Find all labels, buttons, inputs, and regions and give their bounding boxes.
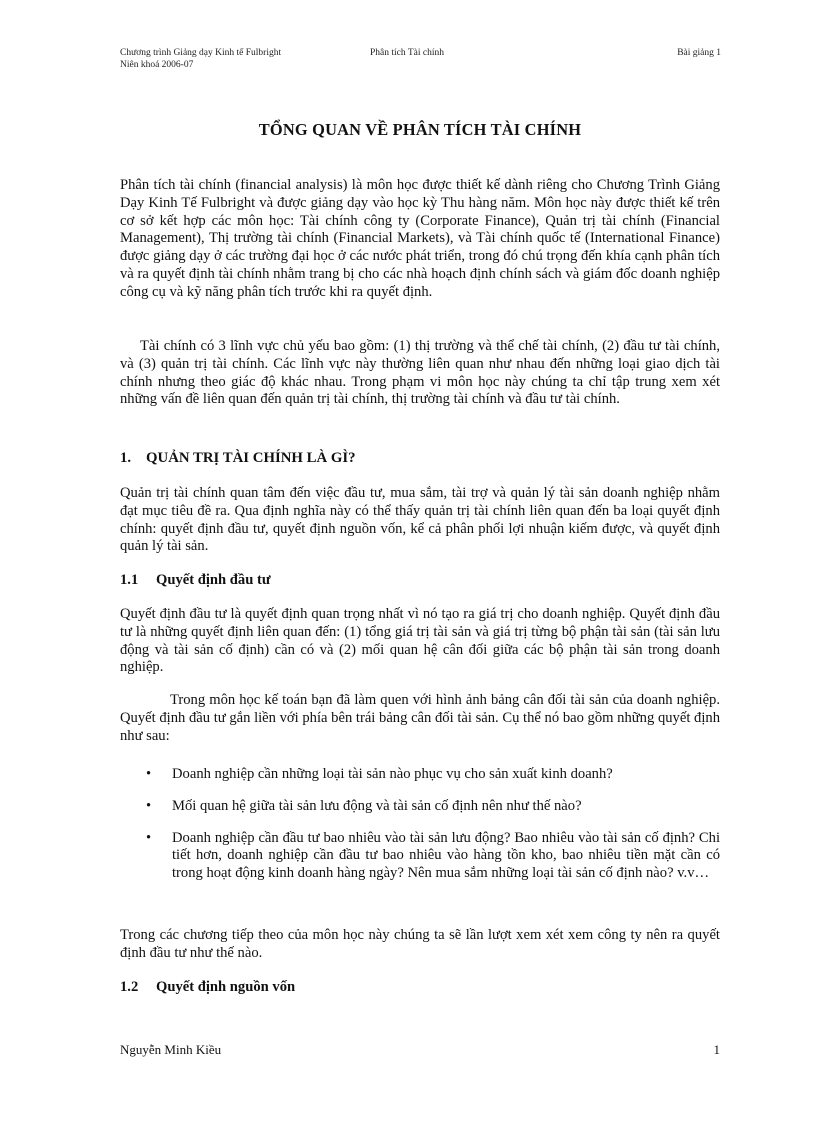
intro-paragraph-1: Phân tích tài chính (financial analysis) là môn học được thiết kế dành riêng cho Chương Trình Giảng Dạy Kinh Tế Fulbright và được giảng dạy vào học kỳ Thu hàng năm. Môn học này được thiết kế trên cơ sở kết hợp các môn học: Tài chính công ty (Corporate Finance), Quản trị tài chính (Financial Management), Thị trường tài chính (Financial Markets), và Tài chính quốc tế (International Finance) được giảng dạy ở các trường đại học ở các nước phát triển, trong đó chú trọng đến khía cạnh phân tích và ra quyết định tài chính nhằm trang bị cho các nhà hoạch định chính sách và giám đốc doanh nghiệp công cụ và kỹ năng phân tích trước khi ra quyết định. <box>120 177 720 300</box>
page-footer <box>120 1042 720 1058</box>
list-item-text: Mối quan hệ giữa tài sản lưu động và tài sản cố định nên như thế nào? <box>172 797 582 814</box>
section-1-title: QUẢN TRỊ TÀI CHÍNH LÀ GÌ? <box>146 450 356 466</box>
list-item <box>120 830 720 883</box>
section-1-1-paragraph-3: Trong các chương tiếp theo của môn học này chúng ta sẽ lần lượt xem xét xem công ty nên ra quyết định đầu tư như thế nào. <box>120 927 720 961</box>
section-1-1-paragraph-1: Quyết định đầu tư là quyết định quan trọng nhất vì nó tạo ra giá trị cho doanh nghiệp. Quyết định đầu tư là những quyết định liên quan đến: (1) tổng giá trị tài sản và giá trị từng bộ phận tài sản (tài sản lưu động và tài sản cố định) cần có và (2) mối quan hệ cân đối giữa các bộ phận tài sản trong doanh nghiệp. <box>120 606 720 676</box>
intro-paragraph-2: Tài chính có 3 lĩnh vực chủ yếu bao gồm: (1) thị trường và thể chế tài chính, (2) đầu tư tài chính, và (3) quản trị tài chính. Các lĩnh vực này thường liên quan như nhau đến những loại giao dịch tài chính nhưng theo giác độ khác nhau. Trong phạm vi môn học này chúng ta chỉ tập trung xem xét những vấn đề liên quan đến quản trị tài chính, thị trường tài chính và đầu tư tài chính. <box>120 338 720 408</box>
section-1-paragraph: Quản trị tài chính quan tâm đến việc đầu tư, mua sắm, tài trợ và quản lý tài sản doanh nghiệp nhằm đạt mục tiêu đề ra. Qua định nghĩa này có thể thấy quản trị tài chính liên quan đến ba loại quyết định chính: quyết định đầu tư, quyết định nguồn vốn, kể cả phân phối lợi nhuận kiếm được, và quyết định quản lý tài sản. <box>120 485 720 555</box>
list-item <box>120 798 720 816</box>
section-1-2-heading <box>120 979 295 996</box>
bullet-icon: • <box>146 797 152 814</box>
section-1-1-paragraph-2: Trong môn học kế toán bạn đã làm quen với hình ảnh bảng cân đối tài sản của doanh nghiệp. Quyết định đầu tư gắn liền với phía bên trái bảng cân đối tài sản. Cụ thể nó bao gồm những quyết định như sau: <box>120 692 720 744</box>
header-lecture: Bài giảng 1 <box>677 48 721 58</box>
section-1-1-heading <box>120 572 271 589</box>
list-item-text: Doanh nghiệp cần đầu tư bao nhiêu vào tài sản lưu động? Bao nhiêu vào tài sản cố định? Chi tiết hơn, doanh nghiệp cần đầu tư bao nhiêu vào hàng tồn kho, bao nhiêu tiền mặt cần có trong hoạt động kinh doanh hàng ngày? Nên mua sắm những loại tài sản cố định nào? v.v… <box>172 829 720 882</box>
section-1-1-number: 1.1 <box>120 572 139 588</box>
page-title: TỔNG QUAN VỀ PHÂN TÍCH TÀI CHÍNH <box>258 120 582 139</box>
bullet-icon: • <box>146 766 152 782</box>
bullet-icon: • <box>146 829 152 846</box>
list-item-text: Doanh nghiệp cần những loại tài sản nào phục vụ cho sản xuất kinh doanh? <box>172 766 613 782</box>
section-1-2-number: 1.2 <box>120 979 139 995</box>
header-left <box>120 47 281 71</box>
header-program: Chương trình Giảng dạy Kinh tế Fulbright <box>120 48 282 58</box>
header-year: Niên khoá 2006-07 <box>120 60 194 70</box>
section-1-number: 1. <box>120 450 132 466</box>
section-1-2-title: Quyết định nguồn vốn <box>156 979 296 995</box>
header-course: Phân tích Tài chính <box>370 48 444 58</box>
page-number: 1 <box>713 1042 720 1057</box>
investment-decision-list <box>120 766 720 883</box>
list-item <box>120 766 720 784</box>
section-1-heading <box>120 450 356 467</box>
footer-author: Nguyễn Minh Kiều <box>120 1042 222 1057</box>
section-1-1-title: Quyết định đầu tư <box>156 572 271 588</box>
